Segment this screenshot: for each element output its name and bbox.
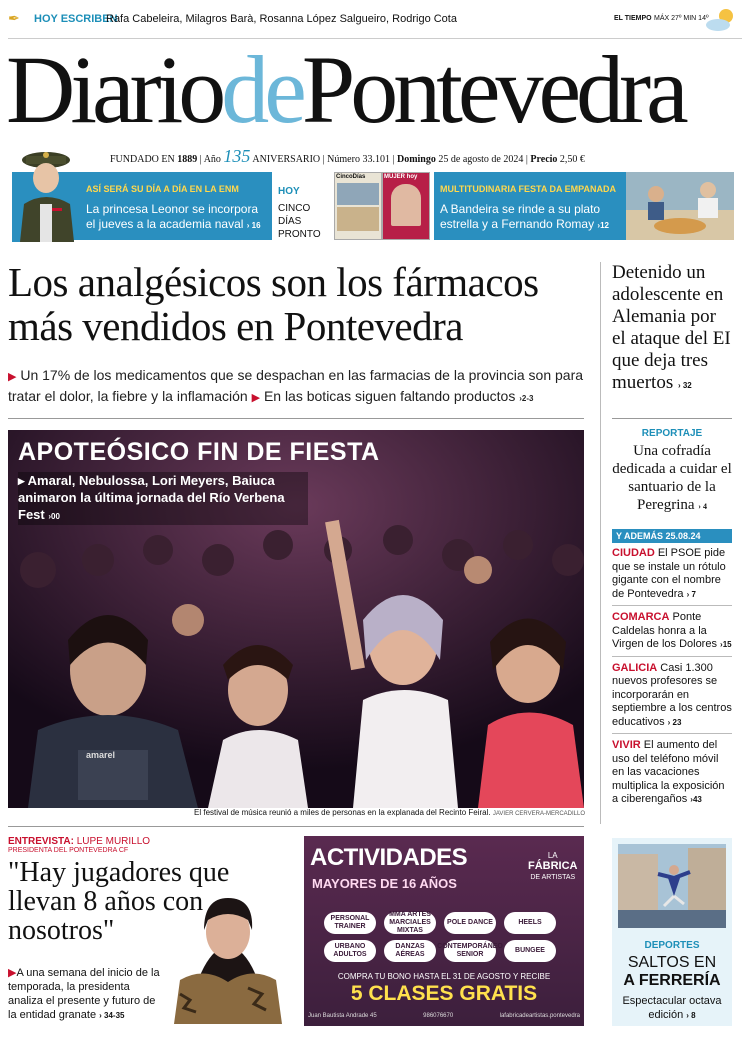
photo-caption: [185, 808, 585, 817]
photo-deck-text: Amaral, Nebulossa, Lori Meyers, Baiuca animaron la última jornada del Río Verbena Fest: [18, 473, 285, 522]
reportaje-label: REPORTAJE: [641, 428, 703, 439]
sports-label: DEPORTES: [644, 940, 700, 951]
promo-empanada[interactable]: [434, 172, 630, 240]
founded-year: 1889: [177, 154, 198, 165]
pill-bungee: BUNGEE: [504, 940, 556, 962]
ad-address: Juan Bautista Andrade 45: [308, 1013, 377, 1019]
reportaje-text: Una cofradía dedicada a cuidar el santuario de la Peregrina: [612, 443, 732, 513]
festival-photo[interactable]: [8, 430, 584, 808]
pill-contemporaneo: CONTEMPORÁNEO SENIOR: [444, 940, 496, 962]
weather-label: EL TIEMPO: [614, 15, 652, 22]
ad-phone: 986076670: [423, 1013, 454, 1019]
caption-credit: JAVIER CERVERA-MERCADILLO: [492, 811, 585, 817]
pen-icon: ✒: [8, 10, 20, 26]
logo-part-pontevedra: Pontevedra: [301, 36, 684, 143]
right-lead-ref: › 32: [677, 381, 692, 390]
interview-text: ▶A una semana del inicio de la temporada, la presidenta analiza el presente y futuro de la entidad granate › 34-35: [8, 967, 160, 1021]
ad-offer: COMPRA TU BONO HASTA EL 31 DE AGOSTO Y RECIBE: [337, 972, 551, 981]
ad-subtitle: MAYORES DE 16 AÑOS: [312, 876, 457, 891]
top-bar: [8, 10, 742, 34]
pill-mma: MMA ARTES MARCIALES MIXTAS: [384, 912, 436, 934]
main-headline[interactable]: Los analgésicos son los fármacos más vendidos en Pontevedra: [8, 259, 539, 349]
interview-name: LUPE MURILLO: [76, 836, 151, 847]
sports-text: Espectacular octava edición › 8: [622, 995, 722, 1021]
weather-values: MÁX 27º MIN 14º: [654, 15, 709, 22]
logo-part-diario: Diario: [6, 36, 222, 143]
interview-quote: "Hay jugadores que llevan 8 años con nosotros": [8, 857, 230, 946]
ademas-header: Y ADEMÁS 25.08.24: [612, 529, 732, 543]
sun-cloud-icon: [702, 6, 740, 34]
interview-label: ENTREVISTA:: [8, 836, 74, 847]
issue-date: 25 de agosto de 2024: [438, 154, 524, 165]
ad-brand: LA FÁBRICA DE ARTISTAS: [528, 851, 578, 881]
reportaje-title[interactable]: [612, 442, 732, 516]
ad-social: lafabricadeartistas.pontevedra: [499, 1013, 580, 1019]
logo-part-de: de: [221, 36, 302, 143]
column-divider: [600, 262, 601, 824]
subhead-ref: ›2-3: [519, 394, 534, 403]
anniversary-label: ANIVERSARIO: [252, 154, 321, 165]
price: 2,50 €: [559, 154, 585, 165]
pill-heels: HEELS: [504, 912, 556, 934]
promo-mid-kicker: HOY: [278, 186, 300, 197]
subhead-1: Un 17% de los medicamentos que se despachan en las farmacias de la provincia son para tratar el dolor, la fiebre y la inflamación: [8, 367, 584, 404]
ademas-item-galicia[interactable]: GALICIA Casi 1.300 nuevos profesores se incorporarán en septiembre a los centros educativos › 23: [612, 657, 732, 735]
ad-big: 5 CLASES GRATIS: [350, 982, 538, 1005]
shirt-print: amarel: [86, 750, 116, 760]
year-label: Año: [203, 154, 221, 165]
promo-text: La princesa Leonor se incorpora el jueves a la academia naval › 16: [86, 202, 261, 231]
jump-photo: [618, 844, 726, 928]
headline-rule: [8, 418, 584, 419]
photo-title: APOTEÓSICO FIN DE FIESTA: [18, 438, 380, 466]
masthead-logo: [6, 36, 746, 143]
pill-danzas-aereas: DANZAS AÉREAS: [384, 940, 436, 962]
right-lead-text: Detenido un adolescente en Alemania por el ataque del EI que deja tres muertos: [612, 262, 731, 393]
interview-label-line: [8, 836, 288, 847]
lupe-murillo-photo: [168, 884, 288, 1024]
magazine-cover-2: MUJER hoy: [382, 172, 430, 240]
leonor-photo: [12, 146, 74, 242]
main-subhead: ▶ Un 17% de los medicamentos que se despachan en las farmacias de la provincia son para tratar el dolor, la fiebre y la inflamación ▶ En las boticas siguen faltando productos ›2-3: [8, 367, 584, 404]
caption-text: El festival de música reunió a miles de personas en la explanada del Recinto Feiral.: [194, 808, 491, 817]
promo-right-text: A Bandeira se rinde a su plato estrella y a Fernando Romay ›12: [440, 202, 609, 231]
photo-deck: ▸ Amaral, Nebulossa, Lori Meyers, Baiuca animaron la última jornada del Río Verbena Fest ›00: [18, 472, 308, 525]
ademas-item-ciudad[interactable]: CIUDAD El PSOE pide que se instale un rótulo gigante con el nombre de Pontevedra › 7: [612, 547, 732, 606]
bottom-rule: [8, 826, 584, 827]
ademas-item-comarca[interactable]: COMARCA Ponte Caldelas honra a la Virgen de los Dolores ›15: [612, 606, 732, 657]
photo-deck-ref: ›00: [48, 512, 60, 521]
price-label: Precio: [530, 154, 558, 165]
ademas-list: [612, 547, 732, 811]
anniversary-number: 135: [223, 146, 251, 166]
issue-day: Domingo: [396, 154, 436, 165]
issue-number: Número 33.101: [327, 154, 390, 165]
writers-list: Rafa Cabeleira, Milagros Barà, Rosanna López Salgueiro, Rodrigo Cota: [106, 13, 457, 25]
dateline: FUNDADO EN 1889 | Año 135 ANIVERSARIO | Número 33.101 | Domingo 25 de agosto de 2024 | Precio 2,50 €: [110, 146, 585, 166]
sports-box[interactable]: [612, 838, 732, 1026]
promo-mid-text: CINCO DÍAS PRONTO: [278, 203, 321, 240]
subhead-2: En las boticas siguen faltando productos: [263, 388, 516, 404]
pill-pole-dance: POLE DANCE: [444, 912, 496, 934]
promo-cinco-dias[interactable]: [278, 172, 430, 240]
interview-block[interactable]: [8, 836, 288, 1021]
ad-contact: [308, 1013, 580, 1019]
empanada-photo: [626, 172, 734, 240]
founded-label: FUNDADO EN: [110, 154, 175, 165]
promo-leonor[interactable]: [74, 172, 272, 240]
writers-label: HOY ESCRIBEN: [34, 13, 118, 25]
pill-personal-trainer: PERSONAL TRAINER: [324, 912, 376, 934]
right-lead[interactable]: [612, 262, 734, 397]
ademas-item-vivir[interactable]: VIVIR El aumento del uso del teléfono móvil en las vacaciones multiplica la exposición a ciberengaños ›43: [612, 739, 725, 805]
sports-line1: SALTOS EN: [627, 954, 717, 971]
right-rule-1: [612, 418, 732, 419]
ad-title: ACTIVIDADES: [310, 844, 468, 871]
magazine-cover-1: CincoDías: [334, 172, 382, 240]
sports-line2: A FERRERÍA: [623, 972, 721, 989]
pill-urbano: URBANO ADULTOS: [324, 940, 376, 962]
promo-right-kicker: MULTITUDINARIA FESTA DA EMPANADA: [440, 184, 616, 194]
reportaje-ref: › 4: [698, 502, 707, 511]
promo-kicker: ASÍ SERÁ SU DÍA A DÍA EN LA ENM: [86, 184, 239, 194]
interview-role: PRESIDENTA DEL PONTEVEDRA CF: [8, 847, 129, 854]
ad-fabrica-artistas[interactable]: [304, 836, 584, 1026]
